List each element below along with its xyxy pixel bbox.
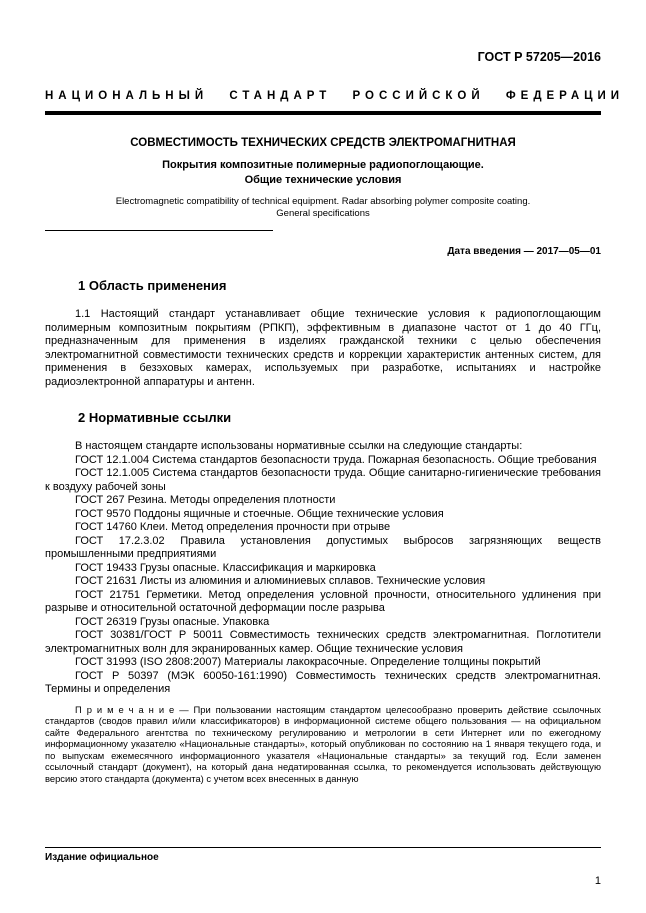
title-block [45, 137, 601, 220]
footer-rule [45, 847, 601, 848]
standard-reference: ГОСТ 30381/ГОСТ Р 50011 Совместимость технических средств электромагнитная. Поглотители электромагнитных волн для экранированных камер. Общие технические условия [45, 629, 601, 655]
standard-reference: ГОСТ 9570 Поддоны ящичные и стоечные. Общие технические условия [75, 507, 444, 520]
standard-reference: ГОСТ 19433 Грузы опасные. Классификация и маркировка [75, 561, 376, 574]
official-edition-label: Издание официальное [45, 852, 159, 863]
section-2-heading: 2 Нормативные ссылки [78, 410, 232, 425]
title-main: СОВМЕСТИМОСТЬ ТЕХНИЧЕСКИХ СРЕДСТВ ЭЛЕКТРОМАГНИТНАЯ [130, 137, 516, 149]
standard-reference: ГОСТ 14760 Клеи. Метод определения прочности при отрыве [75, 521, 391, 533]
standard-reference: ГОСТ 31993 (ISO 2808:2007) Материалы лакокрасочные. Определение толщины покрытий [75, 656, 541, 668]
page-footer [45, 847, 601, 887]
standard-reference: ГОСТ 26319 Грузы опасные. Упаковка [75, 615, 270, 628]
section-1-heading: 1 Область применения [78, 278, 227, 293]
title-subtitle-1: Покрытия композитные полимерные радиопоглощающие. [162, 159, 484, 171]
standard-reference: ГОСТ 12.1.005 Система стандартов безопасности труда. Общие санитарно-гигиенические требования к воздуху рабочей зоны [45, 467, 601, 493]
doc-number: ГОСТ Р 57205—2016 [477, 50, 601, 64]
standard-reference: ГОСТ 21751 Герметики. Метод определения условной прочности, относительного удлинения при разрыве и относительной остаточной деформации после разрыва [45, 588, 601, 614]
standard-reference: ГОСТ Р 50397 (МЭК 60050-161:1990) Совместимость технических средств электромагнитная. Термины и определения [45, 669, 601, 695]
header-rule [45, 111, 601, 115]
section-1-paragraph: 1.1 Настоящий стандарт устанавливает общие технические условия к радиопоглощающим полимерным композитным покрытиям (РПКП), эффективным в диапазоне частот от 1 до 40 ГГц, предназначенным для применения в изделиях гражданской техники с целью обеспечения электромагнитной совместимости технических средств и коррекции характеристик антенных систем, для применения в безэховых камерах, используемых при разработке, испытаниях и настройке радиоэлектронной аппаратуры и антенн. [45, 308, 601, 388]
note-paragraph: П р и м е ч а н и е — При пользовании настоящим стандартом целесообразно проверить действие ссылочных стандартов (сводов правил и/или классификаторов) в информационной системе общего пользования — на официальном сайте Федерального агентства по техническому регулированию и метрологии в сети Интернет или по ежегодному информационному указателю «Национальные стандарты», который опубликован по состоянию на 1 января текущего года, и по выпускам ежемесячного информационного указателя «Национальные стандарты» за текущий год. Если заменен ссылочный стандарт (документ), на который дана недатированная ссылка, то рекомендуется использовать действующую версию этого стандарта (документа) с учетом всех внесенных в данную [45, 703, 601, 784]
section-2-intro: В настоящем стандарте использованы нормативные ссылки на следующие стандарты: [75, 440, 523, 452]
page-number: 1 [594, 875, 601, 887]
title-english-2: General specifications [276, 208, 370, 219]
standard-reference: ГОСТ 21631 Листы из алюминия и алюминиевых сплавов. Технические условия [75, 575, 486, 587]
standard-reference: ГОСТ 17.2.3.02 Правила установления допустимых выбросов загрязняющих веществ промышленными предприятиями [45, 534, 601, 560]
standard-reference: ГОСТ 267 Резина. Методы определения плотности [75, 494, 336, 506]
effective-date: Дата введения — 2017—05—01 [447, 246, 601, 257]
standard-reference: ГОСТ 12.1.004 Система стандартов безопасности труда. Пожарная безопасность. Общие требования [75, 453, 597, 466]
standard-type-header: НАЦИОНАЛЬНЫЙ СТАНДАРТ РОССИЙСКОЙ ФЕДЕРАЦИИ [45, 90, 625, 102]
title-subtitle-2: Общие технические условия [244, 174, 402, 186]
title-english-1: Electromagnetic compatibility of technical equipment. Radar absorbing polymer composite coating. [115, 196, 531, 207]
title-separator-rule [45, 230, 273, 231]
